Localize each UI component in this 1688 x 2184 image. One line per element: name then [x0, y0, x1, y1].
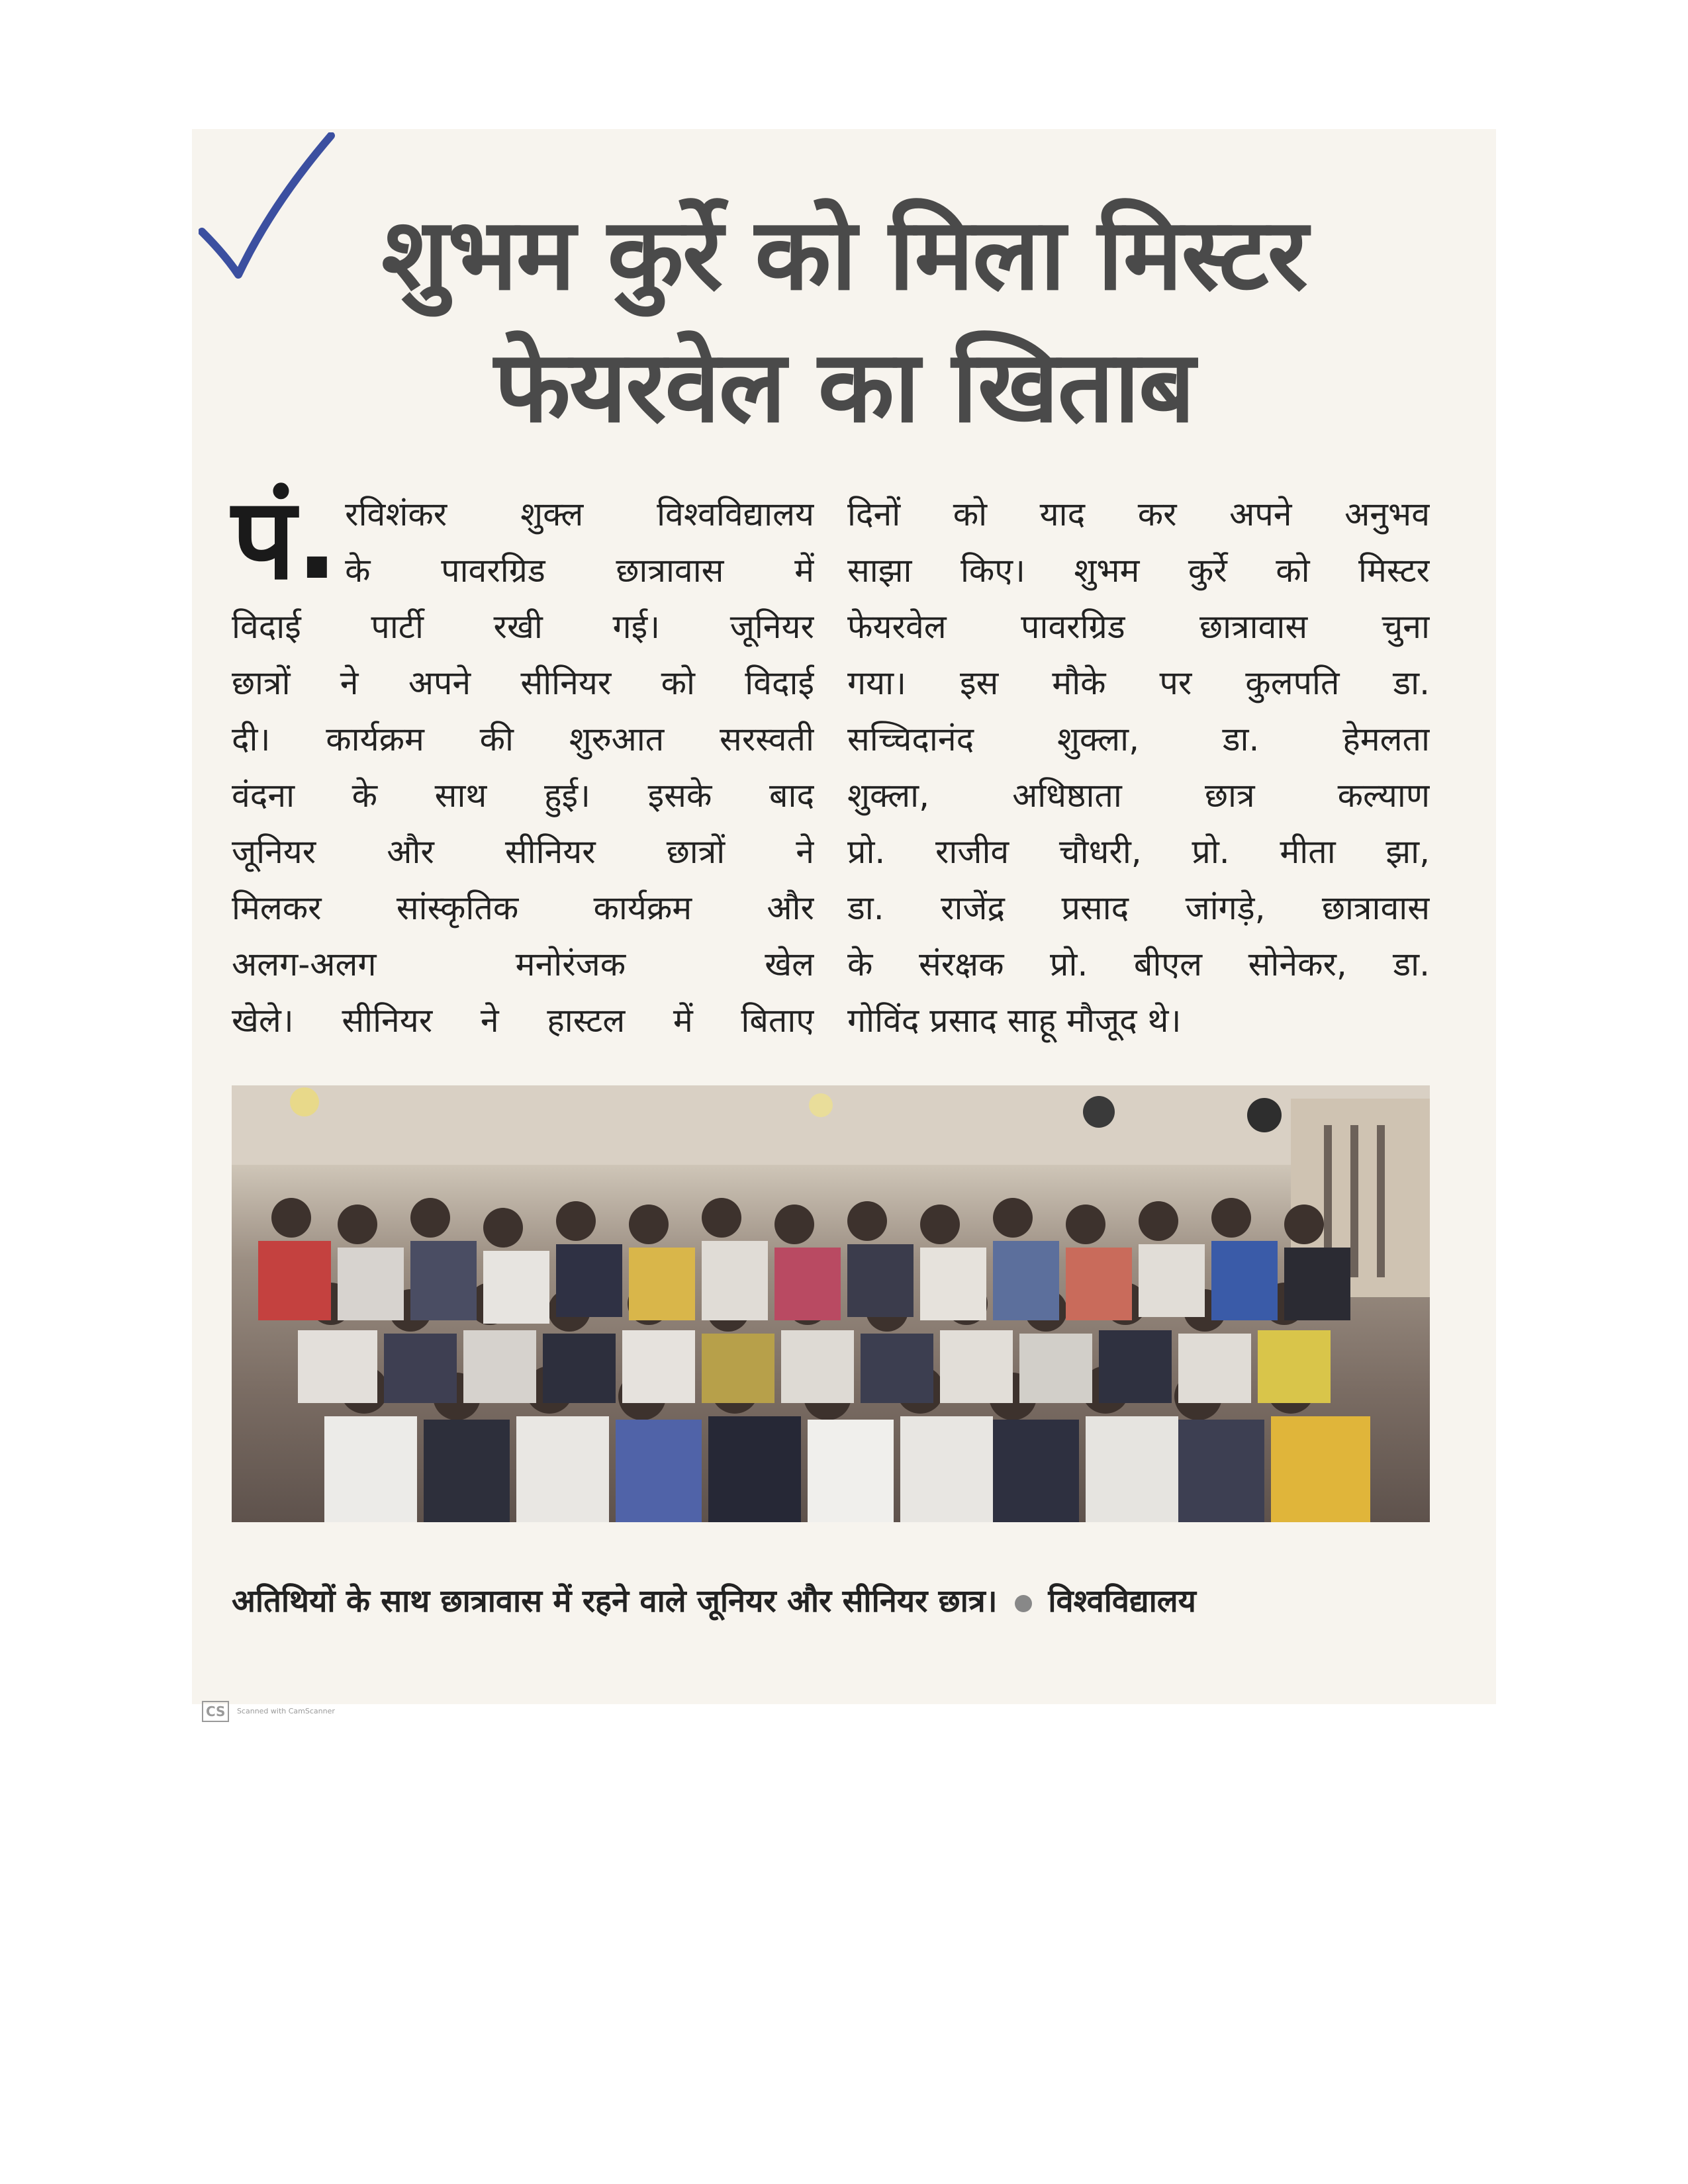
article-line: गोविंद प्रसाद साहू मौजूद थे।: [847, 1001, 1182, 1040]
article-line: साझा किए। शुभम कुर्रे को मिस्टर: [847, 551, 1430, 590]
article-right-column: [847, 486, 1430, 1049]
camscanner-logo: CS: [202, 1701, 229, 1722]
caption-text: अतिथियों के साथ छात्रावास में रहने वाले जूनियर और सीनियर छात्र।: [232, 1583, 998, 1619]
watermark-text: Scanned with CamScanner: [236, 1707, 335, 1715]
article-line: के पावरग्रिड छात्रावास में: [345, 551, 814, 590]
article-line: जूनियर और सीनियर छात्रों ने: [232, 833, 814, 871]
source-dot-icon: [1015, 1595, 1032, 1612]
article-line: गया। इस मौके पर कुलपति डा.: [847, 664, 1430, 702]
article-line: शुक्ला, अधिष्ठाता छात्र कल्याण: [847, 776, 1430, 815]
article-line: डा. राजेंद्र प्रसाद जांगड़े, छात्रावास: [847, 889, 1430, 927]
article-line: फेयरवेल पावरग्रिड छात्रावास चुना: [847, 608, 1430, 646]
article-line: छात्रों ने अपने सीनियर को विदाई: [232, 664, 814, 702]
article-left-column: [232, 474, 814, 1049]
article-line: के संरक्षक प्रो. बीएल सोनेकर, डा.: [847, 945, 1430, 983]
article-line: वंदना के साथ हुई। इसके बाद: [232, 776, 814, 815]
headline: [252, 189, 1436, 453]
article-line: सच्चिदानंद शुक्ला, डा. हेमलता: [847, 720, 1430, 758]
article-line: दी। कार्यक्रम की शुरुआत सरस्वती: [232, 720, 814, 758]
article-line: प्रो. राजीव चौधरी, प्रो. मीता झा,: [847, 833, 1430, 871]
article-line: खेले। सीनियर ने हास्टल में बिताए: [232, 1001, 814, 1040]
group-photo: [232, 1085, 1430, 1522]
headline-line-2: फेयरवेल का खिताब: [494, 330, 1194, 445]
article-line: मिलकर सांस्कृतिक कार्यक्रम और: [232, 889, 814, 927]
photo-caption: [232, 1578, 1430, 1625]
article-line: रविशंकर शुक्ल विश्वविद्यालय: [345, 495, 814, 533]
headline-line-1: शुभम कुर्रे को मिला मिस्टर: [381, 197, 1307, 312]
article-line: विदाई पार्टी रखी गई। जूनियर: [232, 608, 814, 646]
scanner-watermark: [202, 1701, 335, 1722]
article-line: अलग-अलग मनोरंजक खेल: [232, 945, 814, 983]
article-line: दिनों को याद कर अपने अनुभव: [847, 495, 1430, 533]
dropcap: पं.: [232, 474, 339, 605]
photo-credit: विश्वविद्यालय: [1048, 1583, 1196, 1619]
group-photo-illustration: [232, 1085, 1430, 1522]
